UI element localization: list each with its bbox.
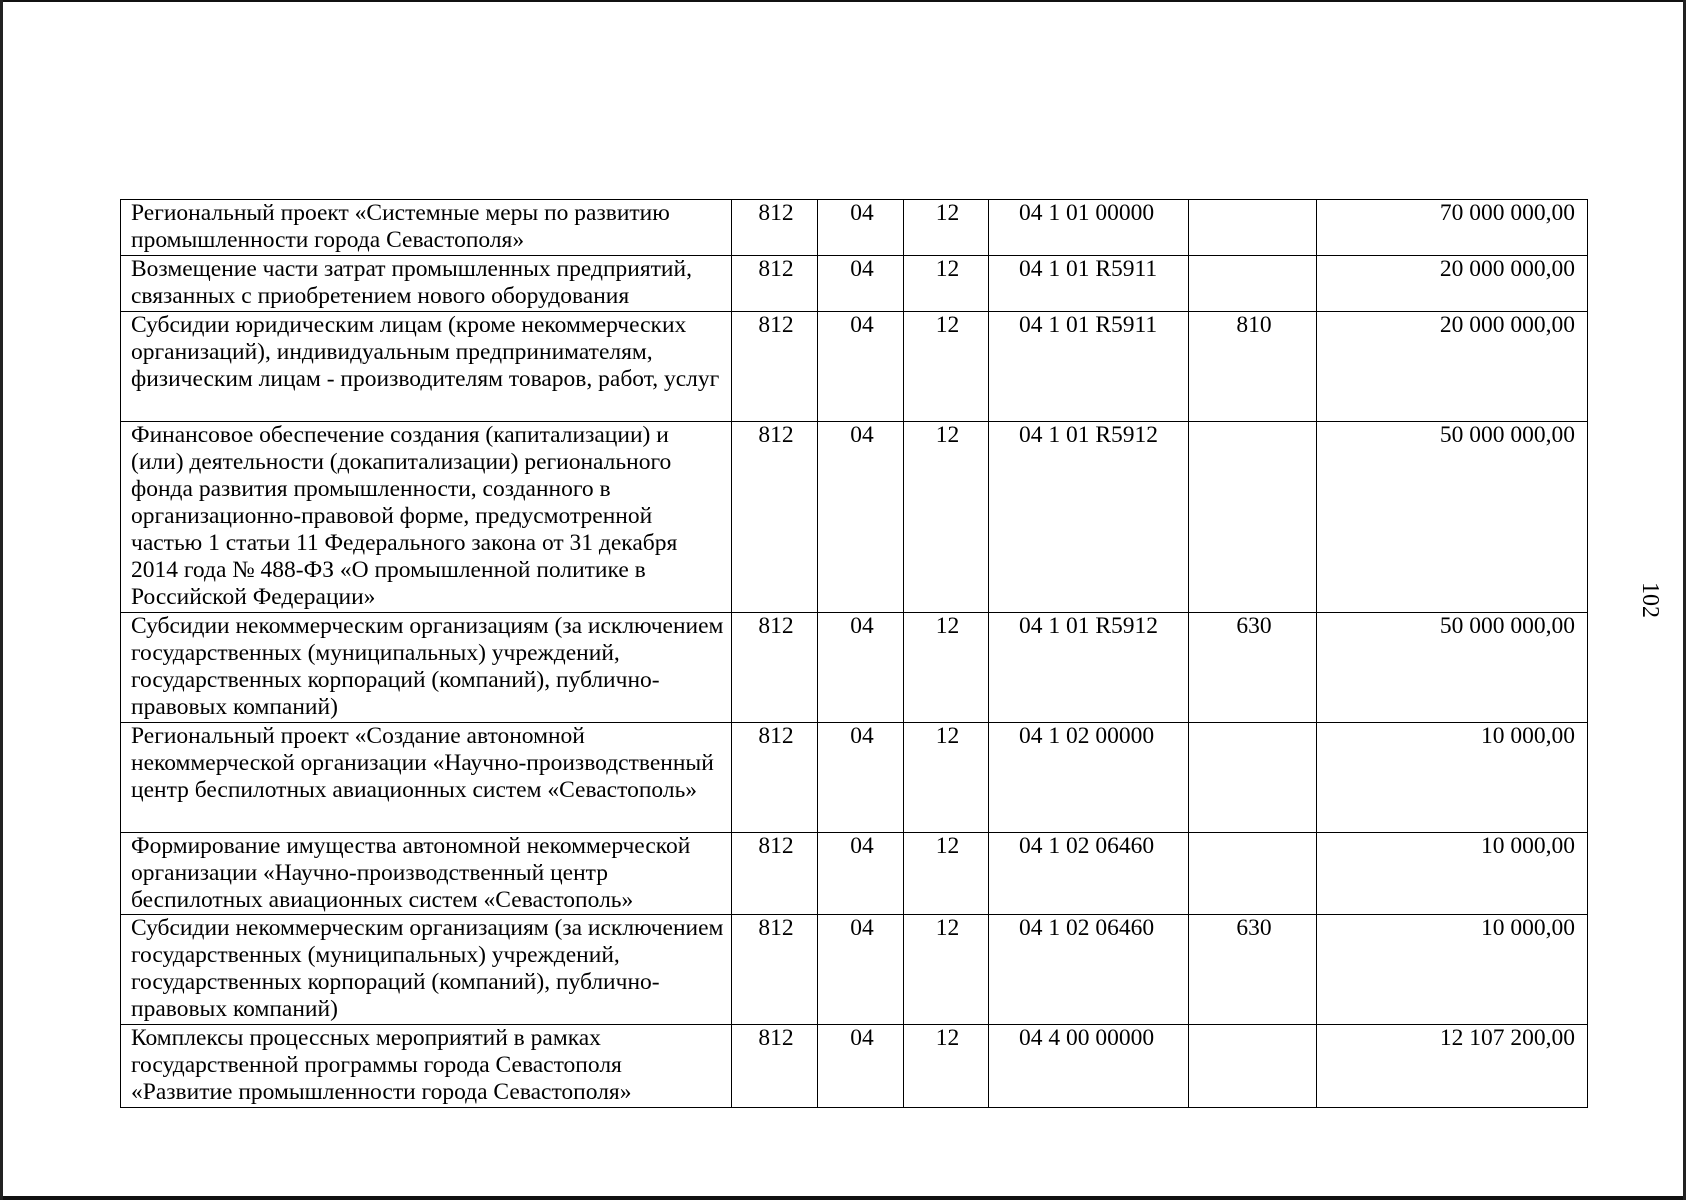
row-section: 04	[818, 723, 904, 833]
row-grbs: 812	[732, 1025, 818, 1108]
row-subsection: 12	[904, 422, 989, 613]
table-row	[121, 723, 1588, 833]
row-grbs: 812	[732, 256, 818, 312]
row-target-article: 04 1 02 00000	[989, 723, 1189, 833]
row-expense-type: 630	[1189, 613, 1317, 723]
row-amount: 10 000,00	[1317, 915, 1588, 1025]
row-target-article: 04 1 02 06460	[989, 915, 1189, 1025]
row-expense-type: 810	[1189, 312, 1317, 422]
row-grbs: 812	[732, 833, 818, 915]
row-subsection: 12	[904, 915, 989, 1025]
row-grbs: 812	[732, 422, 818, 613]
row-subsection: 12	[904, 1025, 989, 1108]
row-section: 04	[818, 915, 904, 1025]
row-grbs: 812	[732, 200, 818, 256]
row-target-article: 04 1 01 R5911	[989, 312, 1189, 422]
row-expense-type	[1189, 833, 1317, 915]
table-row	[121, 200, 1588, 256]
row-section: 04	[818, 422, 904, 613]
row-name: Субсидии некоммерческим организациям (за исключением государственных (муниципальных) учреждений, государственных корпораций (компаний), публично-правовых компаний)	[121, 915, 732, 1025]
row-subsection: 12	[904, 833, 989, 915]
row-expense-type	[1189, 422, 1317, 613]
row-expense-type	[1189, 200, 1317, 256]
scan-left-edge	[0, 0, 3, 1200]
row-subsection: 12	[904, 723, 989, 833]
row-expense-type: 630	[1189, 915, 1317, 1025]
row-section: 04	[818, 1025, 904, 1108]
scan-bottom-edge	[0, 1196, 1686, 1200]
row-section: 04	[818, 833, 904, 915]
row-target-article: 04 1 01 00000	[989, 200, 1189, 256]
table-row	[121, 915, 1588, 1025]
scan-top-edge	[0, 0, 1686, 2]
row-name: Субсидии юридическим лицам (кроме некоммерческих организаций), индивидуальным предпринимателям, физическим лицам - производителям товаров, работ, услуг	[121, 312, 732, 422]
row-name: Региональный проект «Системные меры по развитию промышленности города Севастополя»	[121, 200, 732, 256]
row-expense-type	[1189, 256, 1317, 312]
budget-table	[120, 199, 1588, 1108]
row-target-article: 04 1 01 R5912	[989, 422, 1189, 613]
row-amount: 10 000,00	[1317, 833, 1588, 915]
row-grbs: 812	[732, 613, 818, 723]
page-number: 102	[1637, 582, 1663, 618]
table-row	[121, 256, 1588, 312]
row-subsection: 12	[904, 613, 989, 723]
row-name: Субсидии некоммерческим организациям (за исключением государственных (муниципальных) учреждений, государственных корпораций (компаний), публично-правовых компаний)	[121, 613, 732, 723]
table-row	[121, 613, 1588, 723]
table-row	[121, 833, 1588, 915]
table-row	[121, 1025, 1588, 1108]
row-section: 04	[818, 256, 904, 312]
row-subsection: 12	[904, 200, 989, 256]
row-section: 04	[818, 200, 904, 256]
row-subsection: 12	[904, 256, 989, 312]
row-target-article: 04 1 01 R5911	[989, 256, 1189, 312]
row-target-article: 04 1 02 06460	[989, 833, 1189, 915]
table-row	[121, 422, 1588, 613]
row-name: Формирование имущества автономной некоммерческой организации «Научно-производственный центр беспилотных авиационных систем «Севастополь»	[121, 833, 732, 915]
row-target-article: 04 1 01 R5912	[989, 613, 1189, 723]
row-amount: 50 000 000,00	[1317, 422, 1588, 613]
row-amount: 20 000 000,00	[1317, 256, 1588, 312]
row-grbs: 812	[732, 915, 818, 1025]
row-grbs: 812	[732, 723, 818, 833]
row-subsection: 12	[904, 312, 989, 422]
row-name: Региональный проект «Создание автономной некоммерческой организации «Научно-производственный центр беспилотных авиационных систем «Севастополь»	[121, 723, 732, 833]
row-amount: 10 000,00	[1317, 723, 1588, 833]
row-name: Комплексы процессных мероприятий в рамках государственной программы города Севастополя «Развитие промышленности города Севастополя»	[121, 1025, 732, 1108]
row-target-article: 04 4 00 00000	[989, 1025, 1189, 1108]
row-name: Финансовое обеспечение создания (капитализации) и (или) деятельности (докапитализации) регионального фонда развития промышленности, созданного в организационно-правовой форме, предусмотренной частью 1 статьи 11 Федерального закона от 31 декабря 2014 года № 488-ФЗ «О промышленной политике в Российской Федерации»	[121, 422, 732, 613]
row-expense-type	[1189, 723, 1317, 833]
row-amount: 50 000 000,00	[1317, 613, 1588, 723]
row-amount: 20 000 000,00	[1317, 312, 1588, 422]
table-row	[121, 312, 1588, 422]
row-section: 04	[818, 312, 904, 422]
row-section: 04	[818, 613, 904, 723]
row-amount: 12 107 200,00	[1317, 1025, 1588, 1108]
row-grbs: 812	[732, 312, 818, 422]
row-expense-type	[1189, 1025, 1317, 1108]
row-name: Возмещение части затрат промышленных предприятий, связанных с приобретением нового оборудования	[121, 256, 732, 312]
row-amount: 70 000 000,00	[1317, 200, 1588, 256]
